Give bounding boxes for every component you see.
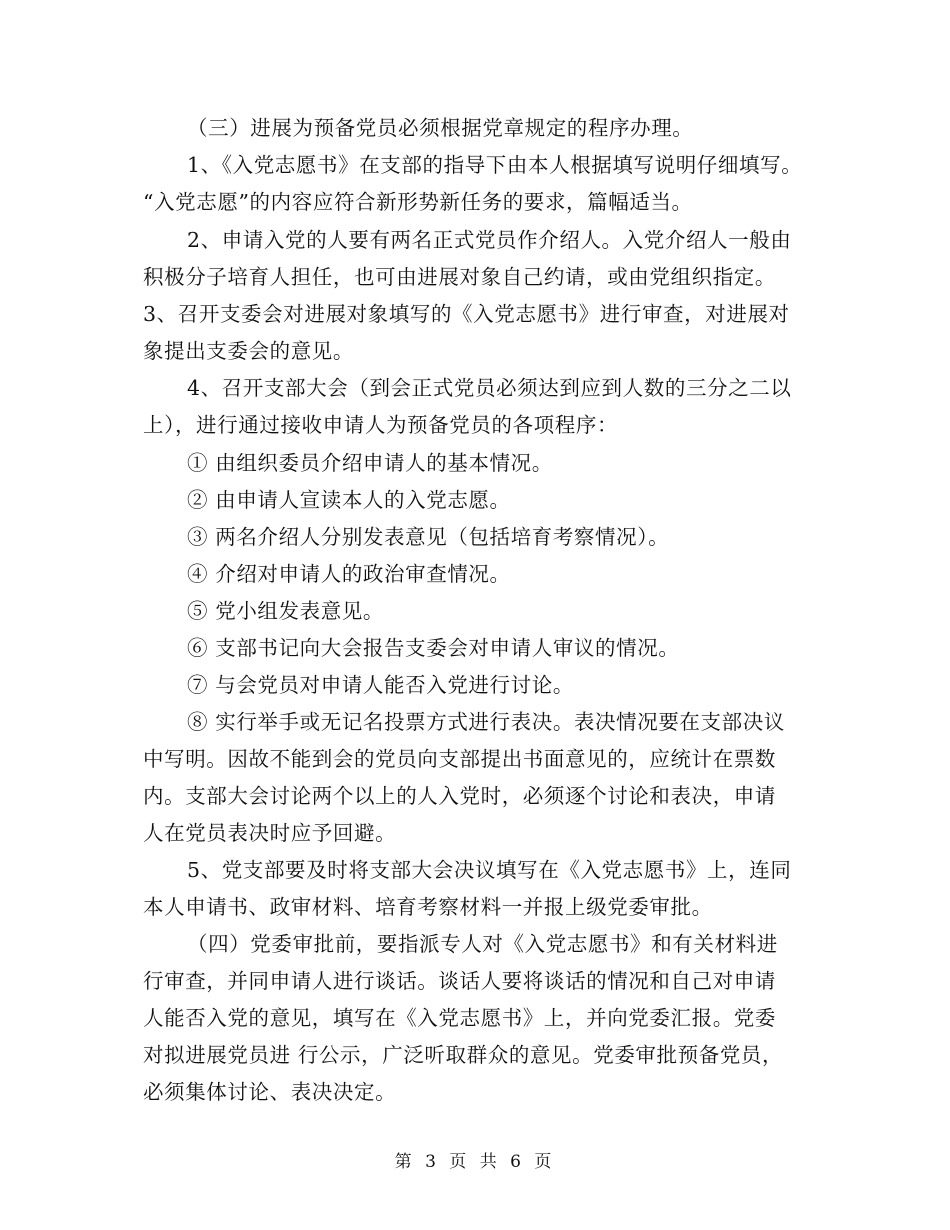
line-25: 人能否入党的意见，填写在《入党志愿书》上，并向党委汇报。党委: [143, 1006, 776, 1030]
line-3: “入党志愿”的内容应符合新形势新任务的要求，篇幅适当。: [143, 190, 693, 214]
line-12: ③ 两名介绍人分别发表意见（包括培育考察情况）。: [187, 525, 670, 549]
line-17: ⑧ 实行举手或无记名投票方式进行表决。表决情况要在支部决议: [187, 710, 785, 734]
line-21: 5、党支部要及时将支部大会决议填写在《入党志愿书》上，连同: [187, 858, 792, 882]
line-24: 行审查，并同申请人进行谈话。谈话人要将谈话的情况和自己对申请: [143, 969, 776, 993]
line-26: 对拟进展党员进 行公示，广泛听取群众的意见。党委审批预备党员，: [143, 1043, 784, 1067]
line-16: ⑦ 与会党员对申请人能否入党进行讨论。: [187, 673, 574, 697]
line-22: 本人申请书、政审材料、培育考察材料一并报上级党委审批。: [143, 895, 713, 919]
line-2: 1、《入党志愿书》在支部的指导下由本人根据填写说明仔细填写。: [187, 153, 803, 177]
line-5: 积极分子培育人担任，也可由进展对象自己约请，或由党组织指定。: [143, 265, 776, 289]
page-number-footer: 第 3 页 共 6 页: [394, 1152, 556, 1172]
line-18: 中写明。因故不能到会的党员向支部提出书面意见的，应统计在票数: [143, 747, 776, 771]
line-27: 必须集体讨论、表决决定。: [143, 1080, 397, 1104]
line-23: （四）党委审批前，要指派专人对《入党志愿书》和有关材料进: [187, 932, 778, 956]
line-7: 象提出支委会的意见。: [143, 339, 354, 363]
line-14: ⑤ 党小组发表意见。: [187, 599, 385, 623]
line-15: ⑥ 支部书记向大会报告支委会对申请人审议的情况。: [187, 636, 680, 660]
line-10: ① 由组织委员介绍申请人的基本情况。: [187, 451, 553, 475]
line-9: 上），进行通过接收申请人为预备党员的各项程序：: [143, 413, 619, 437]
line-20: 人在党员表决时应予回避。: [143, 821, 397, 845]
line-8: 4、召开支部大会（到会正式党员必须达到应到人数的三分之二以: [187, 376, 792, 400]
line-1: （三）进展为预备党员必须根据党章规定的程序办理。: [187, 116, 694, 140]
line-19: 内。支部大会讨论两个以上的人入党时，必须逐个讨论和表决，申请: [143, 784, 776, 808]
line-6: 3、召开支委会对进展对象填写的《入党志愿书》进行审查，对进展对: [143, 302, 790, 326]
line-4: 2、申请入党的人要有两名正式党员作介绍人。入党介绍人一般由: [187, 228, 792, 252]
line-11: ② 由申请人宣读本人的入党志愿。: [187, 488, 511, 512]
line-13: ④ 介绍对申请人的政治审查情况。: [187, 562, 511, 586]
